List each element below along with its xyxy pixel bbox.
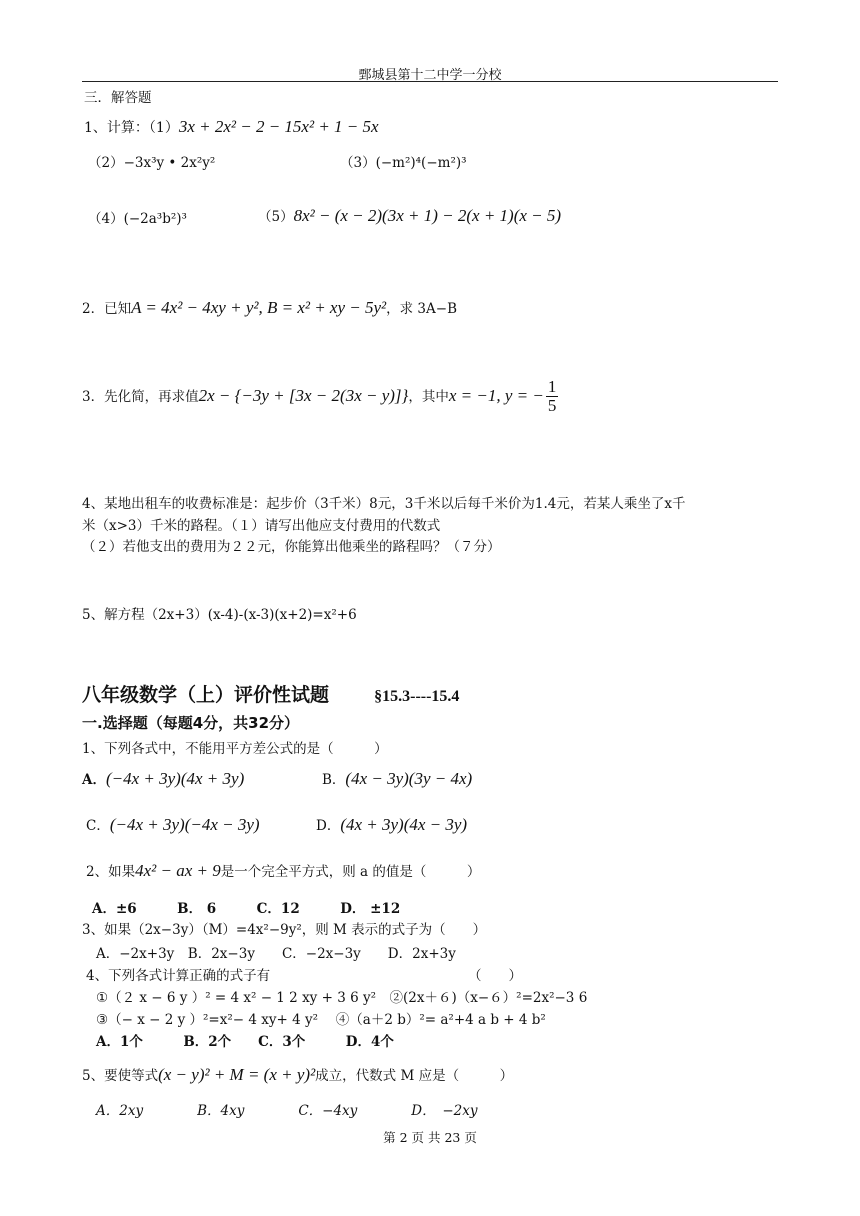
option-b-expression: (4x − 3y)(3y − 4x) (345, 769, 473, 788)
mc-question-2-options: A．±6 B． 6 C．12 D． ±12 (92, 901, 401, 917)
school-header: 鄄城县第十二中学一分校 (358, 68, 502, 83)
question-5: 5、解方程（2x+3）(x-4)-(x-3)(x+2)=x²+6 (82, 607, 357, 623)
mc-question-2-tail: 是一个完全平方式，则 a 的值是（ ） (220, 864, 481, 880)
multiple-choice-heading: 一.选择题（每题4分，共32分） (82, 714, 300, 732)
option-a-expression: (−4x + 3y)(4x + 3y) (105, 769, 245, 788)
question-2-tail: ，求 3A−B (386, 301, 458, 317)
expression-1-1: 3x + 2x² − 2 − 15x² + 1 − 5x (178, 117, 379, 136)
mc-question-5 (82, 1064, 513, 1085)
question-3 (82, 378, 558, 415)
expression-1-4: （4）(−2a³b²)³ (88, 211, 187, 227)
mc-question-2-label: 2、如果 (86, 864, 136, 880)
question-1 (84, 117, 379, 137)
mc-question-5-tail: 成立，代数式 M 应是（ ） (315, 1068, 514, 1084)
mc-question-1-option-a (82, 768, 244, 789)
option-d-label: D． (316, 818, 341, 834)
question-3-mid: ，其中 (408, 388, 449, 405)
question-3-expression: 2x − {−3y + [3x − 2(3x − y)]} (198, 385, 409, 405)
question-4-line-1: 4、某地出租车的收费标准是：起步价（3千米）8元，3千米以后每千米价为1.4元，若某人乘坐了x千 (82, 496, 686, 512)
question-2 (82, 297, 457, 318)
expression-1-3: （3）(−m²)⁴(−m²)³ (340, 155, 467, 171)
question-1-label: 1、计算：（1） (84, 120, 179, 136)
mc-question-5-label: 5、要使等式 (82, 1068, 159, 1084)
mc-question-4-line-2: ③（− x − 2 y ）²=x²− 4 xy+ 4 y² ④（a＋2 b）²= a²+4 a b + 4 b² (96, 1012, 546, 1028)
option-c-expression: (−4x + 3y)(−4x − 3y) (109, 815, 260, 834)
mc-question-3-stem: 3、如果（2x−3y）（M）=4x²−9y²，则 M 表示的式子为（ ） (82, 922, 487, 938)
question-3-condition: x = −1, y = − (448, 385, 544, 405)
option-a-label: A． (82, 772, 106, 788)
header-rule (82, 81, 778, 82)
mc-question-1-option-b (322, 768, 472, 789)
expression-1-2: （2）−3x³y • 2x²y² (88, 155, 216, 171)
mc-question-2-expression: 4x² − ax + 9 (135, 861, 221, 880)
mc-question-1-option-d (316, 814, 467, 835)
expression-1-5-label: （5） (258, 209, 294, 225)
mc-question-2 (86, 860, 480, 881)
mc-question-5-expression: (x − y)² + M = (x + y)² (158, 1065, 316, 1084)
option-c-label: C． (86, 818, 110, 834)
page-footer: 第 2 页 共 23 页 (383, 1130, 477, 1145)
fraction-one-fifth (546, 378, 559, 415)
section-heading-answers: 三．解答题 (84, 90, 152, 106)
fraction-numerator: 1 (547, 377, 557, 396)
mc-question-1-option-c (86, 814, 260, 835)
question-3-label: 3．先化简，再求值 (82, 388, 199, 405)
expression-1-5: 8x² − (x − 2)(3x + 1) − 2(x + 1)(x − 5) (293, 206, 562, 225)
mc-question-5-options: A．2xy B．4xy C．−4xy D． −2xy (96, 1103, 478, 1119)
mc-question-4-blank: （ ） (468, 968, 522, 984)
mc-question-4-line-1: ①（２ x − 6 y ）² = 4 x² − 1 2 xy + 3 6 y² ②(2x＋６)（x−６）²=2x²−3 6 (96, 990, 588, 1006)
fraction-denominator: 5 (547, 395, 557, 415)
mc-question-4-stem: 4、下列各式计算正确的式子有 (86, 968, 271, 984)
option-d-expression: (4x + 3y)(4x − 3y) (340, 815, 468, 834)
test-section-range: §15.3----15.4 (374, 688, 460, 705)
question-4-line-3: （２）若他支出的费用为２２元，你能算出他乘坐的路程吗？（７分） (82, 539, 501, 555)
question-2-expression: A = 4x² − 4xy + y², B = x² + xy − 5y² (131, 298, 387, 317)
option-b-label: B． (322, 772, 346, 788)
test-title: 八年级数学（上）评价性试题 (82, 684, 330, 706)
question-2-label: 2．已知 (82, 301, 132, 317)
test-title-row (82, 680, 459, 707)
mc-question-3-options: A．−2x+3y B．2x−3y C．−2x−3y D．2x+3y (96, 946, 456, 962)
expression-1-5-row (258, 205, 561, 226)
question-4-line-2: 米（x>3）千米的路程。（１）请写出他应支付费用的代数式 (82, 518, 441, 534)
mc-question-1-stem: 1、下列各式中，不能用平方差公式的是（ ） (82, 741, 388, 757)
mc-question-4-options: A．1个 B．2个 C．3个 D．4个 (96, 1034, 394, 1050)
